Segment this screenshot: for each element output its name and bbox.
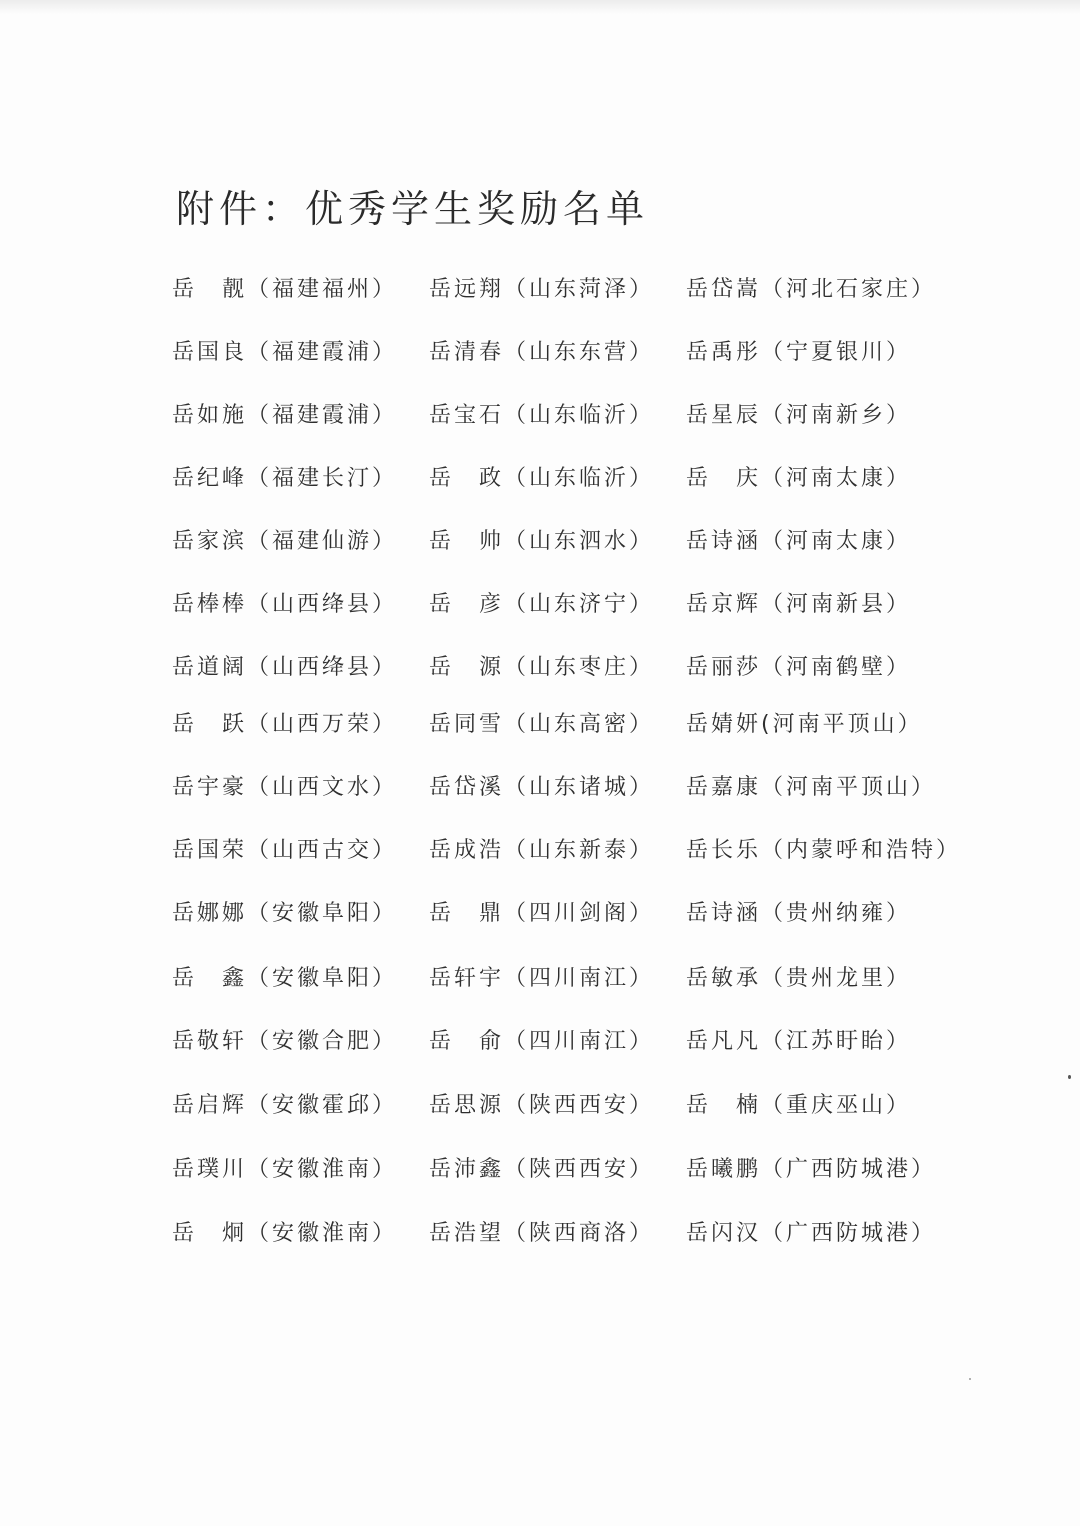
student-entry: 岳岱嵩（河北石家庄） [686,277,937,302]
student-entry: 岳棒棒（山西绛县） [172,592,398,617]
student-entry: 岳国荣（山西古交） [172,838,398,863]
name-row [0,648,1080,688]
name-row [0,396,1080,436]
student-entry: 岳婧妍(河南平顶山） [686,712,923,737]
name-row [0,831,1080,871]
document-title: 附件：优秀学生奖励名单 [176,187,650,231]
student-entry: 岳道阔（山西绛县） [172,655,398,680]
student-entry: 岳凡凡（江苏盱眙） [686,1029,912,1054]
student-entry: 岳国良（福建霞浦） [172,340,398,365]
scan-speck [1068,1075,1071,1079]
student-entry: 岳 俞（四川南江） [429,1029,655,1054]
student-entry: 岳嘉康（河南平顶山） [686,775,937,800]
student-entry: 岳 靓（福建福州） [172,277,398,302]
student-entry: 岳远翔（山东菏泽） [429,277,655,302]
name-row [0,1022,1080,1062]
student-entry: 岳轩宇（四川南江） [429,966,655,991]
name-row [0,522,1080,562]
student-entry: 岳启辉（安徽霍邱） [172,1093,398,1118]
student-entry: 岳 鼎（四川剑阁） [429,901,655,926]
student-entry: 岳长乐（内蒙呼和浩特） [686,838,962,863]
student-entry: 岳璞川（安徽淮南） [172,1157,398,1182]
student-entry: 岳 源（山东枣庄） [429,655,655,680]
student-entry: 岳娜娜（安徽阜阳） [172,901,398,926]
student-entry: 岳丽莎（河南鹤壁） [686,655,912,680]
name-row [0,959,1080,999]
student-entry: 岳京辉（河南新县） [686,592,912,617]
student-entry: 岳诗涵（河南太康） [686,529,912,554]
student-entry: 岳敏承（贵州龙里） [686,966,912,991]
student-entry: 岳家滨（福建仙游） [172,529,398,554]
student-entry: 岳 楠（重庆巫山） [686,1093,912,1118]
student-entry: 岳星辰（河南新乡） [686,403,912,428]
student-entry: 岳 炯（安徽淮南） [172,1221,398,1246]
name-row [0,270,1080,310]
scan-speck [969,1378,971,1380]
name-row [0,705,1080,745]
name-row [0,768,1080,808]
name-row [0,1150,1080,1190]
name-row [0,894,1080,934]
student-entry: 岳成浩（山东新泰） [429,838,655,863]
name-row [0,333,1080,373]
student-entry: 岳曦鹏（广西防城港） [686,1157,937,1182]
student-entry: 岳岱溪（山东诸城） [429,775,655,800]
student-entry: 岳诗涵（贵州纳雍） [686,901,912,926]
name-row [0,459,1080,499]
student-entry: 岳 跃（山西万荣） [172,712,398,737]
student-entry: 岳如施（福建霞浦） [172,403,398,428]
student-entry: 岳 鑫（安徽阜阳） [172,966,398,991]
name-row [0,1086,1080,1126]
student-entry: 岳敬轩（安徽合肥） [172,1029,398,1054]
student-entry: 岳 帅（山东泗水） [429,529,655,554]
student-entry: 岳浩望（陕西商洛） [429,1221,655,1246]
name-row [0,1214,1080,1254]
student-entry: 岳宇豪（山西文水） [172,775,398,800]
name-row [0,585,1080,625]
student-entry: 岳 政（山东临沂） [429,466,655,491]
student-entry: 岳 庆（河南太康） [686,466,912,491]
student-entry: 岳 彦（山东济宁） [429,592,655,617]
student-entry: 岳纪峰（福建长汀） [172,466,398,491]
student-entry: 岳同雪（山东高密） [429,712,655,737]
student-entry: 岳沛鑫（陕西西安） [429,1157,655,1182]
student-entry: 岳宝石（山东临沂） [429,403,655,428]
student-entry: 岳思源（陕西西安） [429,1093,655,1118]
student-entry: 岳清春（山东东营） [429,340,655,365]
student-entry: 岳闪汉（广西防城港） [686,1221,937,1246]
student-entry: 岳禹彤（宁夏银川） [686,340,912,365]
